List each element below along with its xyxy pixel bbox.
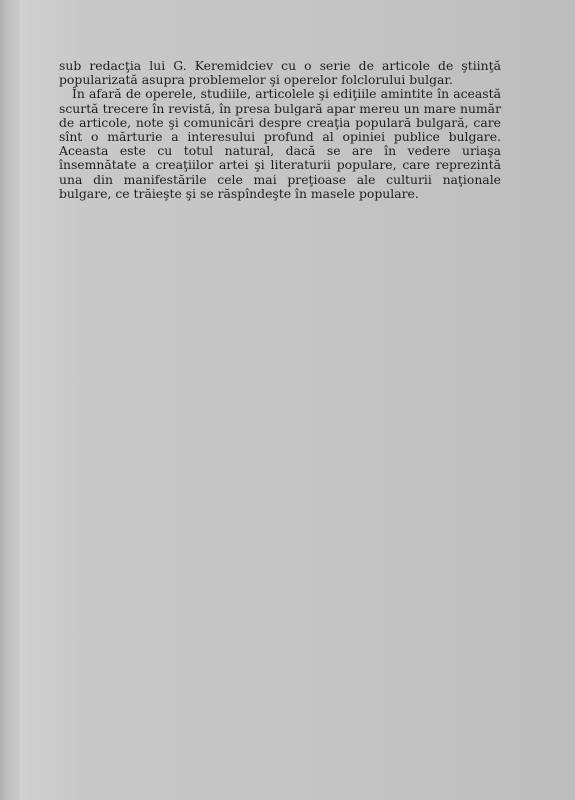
- body-text: [59, 59, 501, 201]
- paragraph-continuation: sub redacţia lui G. Keremidciev cu o serie de articole de ştiinţă popularizată asupra problemelor şi operelor folclorului bulgar.: [59, 58, 501, 88]
- paragraph-main: În afară de operele, studiile, articolele şi ediţiile amintite în această scurtă trecere în revistă, în presa bulgară apar mereu un mare număr de articole, note şi comunicări despre creaţia populară bulgară, care sînt o mărturie a interesului profund al opiniei publice bulgare. Aceasta este cu totul natural, dacă se are în vedere uriaşa însemnătate a creaţiilor artei şi literaturii populare, care reprezintă una din manifestările cele mai preţioase ale culturii naţionale bulgare, ce trăieşte şi se răspîndeşte în masele populare.: [59, 86, 501, 201]
- page-binding-shadow: [0, 0, 20, 800]
